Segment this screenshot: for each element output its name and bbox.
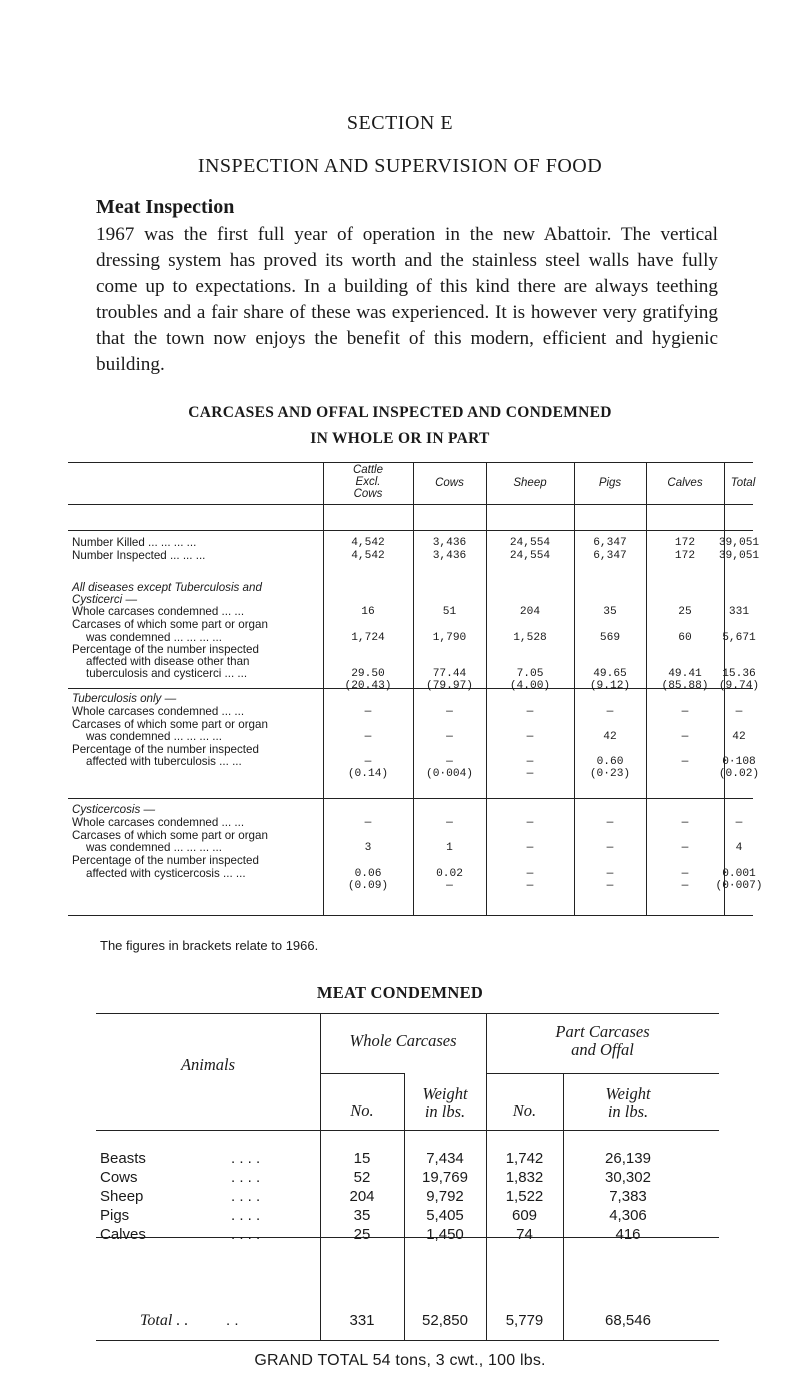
group-heading-cy: Cysticercosis — (72, 803, 156, 816)
group-heading-all-2: Cysticerci — (72, 593, 138, 606)
cell-inspected-2: 24,554 (509, 550, 551, 562)
cell-tb-part-5: 42 (732, 731, 746, 743)
row-whole-no: 15 (353, 1150, 371, 1167)
cell-tb-pct-3: 0.60 (596, 756, 624, 768)
row-part-weight: 4,306 (609, 1207, 647, 1224)
cell-all-pct-prev-5: (9.74) (718, 680, 760, 692)
cell-killed-2: 24,554 (509, 537, 551, 549)
cell-tb-pct-1: — (446, 756, 453, 768)
row-label-pct-3: tuberculosis and cysticerci ... ... (86, 667, 248, 680)
group-heading-all: All diseases except Tuberculosis and (72, 581, 262, 594)
col-header-sheep: Sheep (513, 477, 547, 489)
col-header-pigs: Pigs (598, 477, 622, 489)
total-dots: . . (226, 1312, 239, 1329)
table1-title-line1: CARCASES AND OFFAL INSPECTED AND CONDEMNED (188, 404, 612, 421)
row-dots: . . . . (231, 1226, 261, 1243)
cell-cy-pct-prev-5: (0·007) (715, 880, 763, 892)
cell-cy-whole-0: — (364, 817, 372, 829)
cell-all-pct-prev-4: (85.88) (661, 680, 709, 692)
cell-all-part-4: 60 (678, 632, 692, 644)
cell-cy-part-2: — (526, 842, 534, 854)
row-label-part-2: was condemned ... ... ... ... (86, 631, 222, 644)
cell-cy-pct-5: 0.001 (722, 868, 756, 880)
cell-cy-part-5: 4 (735, 842, 743, 854)
cell-all-whole-0: 16 (361, 606, 375, 618)
cell-tb-pct-2: — (526, 756, 534, 768)
cell-all-pct-4: 49.41 (668, 668, 702, 680)
cell-cy-pct-0: 0.06 (354, 868, 382, 880)
row-label-tb-pct-2: affected with tuberculosis ... ... (86, 755, 242, 768)
cell-tb-part-3: 42 (603, 731, 617, 743)
row-whole-weight: 5,405 (426, 1207, 464, 1224)
cell-cy-part-3: — (606, 842, 614, 854)
row-label-pct-2: affected with disease other than (86, 655, 250, 668)
cell-cy-whole-4: — (681, 817, 689, 829)
cell-killed-4: 172 (674, 537, 696, 549)
row-part-no: 1,832 (505, 1169, 544, 1186)
header-whole-carcases: Whole Carcases (349, 1031, 457, 1050)
cell-tb-whole-1: — (446, 706, 453, 718)
row-part-no: 74 (516, 1226, 533, 1243)
cell-tb-pct-prev-2: — (526, 768, 534, 780)
cell-all-pct-prev-1: (79.97) (426, 680, 473, 692)
cell-killed-1: 3,436 (432, 537, 467, 549)
cell-tb-whole-0: — (364, 706, 372, 718)
cell-tb-pct-5: 0·108 (722, 756, 756, 768)
row-part-weight: 30,302 (605, 1169, 651, 1186)
cell-all-pct-1: 77.44 (432, 668, 467, 680)
row-animal: Sheep (100, 1188, 144, 1205)
cell-tb-pct-prev-1: (0·004) (426, 768, 473, 780)
cell-all-whole-4: 25 (678, 606, 692, 618)
cell-all-part-0: 1,724 (351, 632, 385, 644)
total-part-weight: 68,546 (605, 1312, 651, 1329)
row-whole-no: 52 (353, 1169, 371, 1186)
cell-cy-pct-3: — (606, 868, 614, 880)
cell-cy-pct-1: 0.02 (436, 868, 463, 880)
cell-tb-part-1: — (446, 731, 453, 743)
cell-tb-pct-prev-5: (0.02) (718, 768, 760, 780)
cell-tb-whole-3: — (606, 706, 614, 718)
total-whole-no: 331 (349, 1312, 375, 1329)
row-label-tb-whole: Whole carcases condemned ... ... (72, 705, 245, 718)
cell-inspected-4: 172 (674, 550, 696, 562)
cell-cy-pct-4: — (681, 868, 689, 880)
col-header-cows: Cows (435, 477, 464, 489)
meat-condemned-table (96, 1013, 719, 1343)
row-part-weight: 416 (615, 1226, 641, 1243)
cell-cy-whole-1: — (446, 817, 453, 829)
cell-cy-whole-5: — (735, 817, 743, 829)
row-label-cy-pct-2: affected with cysticercosis ... ... (86, 867, 246, 880)
row-part-weight: 7,383 (609, 1188, 647, 1205)
cell-cy-whole-3: — (606, 817, 614, 829)
row-part-no: 609 (511, 1207, 538, 1224)
row-whole-no: 204 (349, 1188, 375, 1205)
row-label-tb-part-2: was condemned ... ... ... ... (86, 730, 222, 743)
cell-all-pct-2: 7.05 (516, 668, 544, 680)
col-header-cattle: Cattle Excl. Cows (352, 464, 384, 500)
cell-inspected-5: 39,051 (718, 550, 760, 562)
footnote: The figures in brackets relate to 1966. (100, 938, 319, 953)
cell-tb-pct-0: — (364, 756, 372, 768)
row-whole-weight: 9,792 (426, 1188, 464, 1205)
row-animal: Calves (100, 1226, 146, 1243)
total-label: Total . . (140, 1312, 189, 1329)
total-whole-weight: 52,850 (422, 1312, 468, 1329)
col-header-total: Total (730, 477, 756, 489)
header-part-no: No. (512, 1101, 537, 1120)
cell-all-pct-5: 15.36 (722, 668, 756, 680)
row-whole-no: 25 (353, 1226, 371, 1243)
row-whole-no: 35 (353, 1207, 371, 1224)
row-label-cy-part-1: Carcases of which some part or organ (72, 829, 268, 842)
cell-tb-part-0: — (364, 731, 372, 743)
row-part-weight: 26,139 (605, 1150, 651, 1167)
cell-all-whole-1: 51 (442, 606, 457, 618)
cell-tb-part-2: — (526, 731, 534, 743)
row-dots: . . . . (231, 1207, 261, 1224)
cell-cy-pct-2: — (526, 868, 534, 880)
section-heading: SECTION E (346, 112, 454, 134)
page-title: INSPECTION AND SUPERVISION OF FOOD (197, 155, 603, 177)
header-part-carcases: Part Carcases and Offal (555, 1022, 650, 1059)
cell-tb-pct-4: — (681, 756, 689, 768)
cell-cy-pct-prev-2: — (526, 880, 534, 892)
header-whole-no: No. (350, 1101, 374, 1120)
row-dots: . . . . (231, 1188, 261, 1205)
row-label-killed: Number Killed ... ... ... ... (72, 536, 197, 549)
cell-cy-part-4: — (681, 842, 689, 854)
grand-total: GRAND TOTAL 54 tons, 3 cwt., 100 lbs. (254, 1352, 546, 1369)
row-animal: Beasts (100, 1150, 146, 1167)
cell-killed-5: 39,051 (718, 537, 760, 549)
row-label-whole: Whole carcases condemned ... ... (72, 605, 245, 618)
cell-inspected-0: 4,542 (351, 550, 385, 562)
cell-tb-part-4: — (681, 731, 689, 743)
cell-all-pct-prev-2: (4.00) (509, 680, 551, 692)
cell-tb-pct-prev-0: (0.14) (347, 768, 389, 780)
row-label-tb-pct-1: Percentage of the number inspected (72, 743, 259, 756)
cell-inspected-3: 6,347 (593, 550, 627, 562)
row-part-no: 1,742 (505, 1150, 544, 1167)
cell-cy-pct-prev-3: — (606, 880, 614, 892)
cell-cy-pct-prev-1: — (446, 880, 453, 892)
cell-tb-whole-2: — (526, 706, 534, 718)
cell-all-part-2: 1,528 (513, 632, 547, 644)
row-whole-weight: 1,450 (426, 1226, 464, 1243)
row-label-tb-part-1: Carcases of which some part or organ (72, 718, 268, 731)
total-part-no: 5,779 (505, 1312, 544, 1329)
table1-title-line2: IN WHOLE OR IN PART (310, 430, 490, 447)
cell-tb-pct-prev-3: (0·23) (589, 768, 631, 780)
header-whole-weight: Weight in lbs. (422, 1084, 468, 1121)
cell-all-part-1: 1,790 (432, 632, 467, 644)
cell-cy-part-1: 1 (446, 842, 453, 854)
subheading: Meat Inspection (96, 196, 235, 218)
cell-tb-whole-4: — (681, 706, 689, 718)
cell-all-part-3: 569 (599, 632, 621, 644)
row-dots: . . . . (231, 1150, 261, 1167)
cell-cy-whole-2: — (526, 817, 534, 829)
group-heading-tb: Tuberculosis only — (72, 692, 177, 705)
row-animal: Pigs (100, 1207, 130, 1224)
cell-all-whole-5: 331 (728, 606, 750, 618)
row-dots: . . . . (231, 1169, 261, 1186)
cell-all-pct-prev-3: (9.12) (589, 680, 631, 692)
row-whole-weight: 7,434 (426, 1150, 464, 1167)
cell-killed-0: 4,542 (351, 537, 385, 549)
cell-killed-3: 6,347 (593, 537, 627, 549)
row-label-cy-part-2: was condemned ... ... ... ... (86, 841, 222, 854)
cell-all-whole-2: 204 (519, 606, 541, 618)
header-animals: Animals (180, 1055, 236, 1074)
row-animal: Cows (100, 1169, 138, 1186)
table2-title: MEAT CONDEMNED (316, 983, 484, 1002)
cell-cy-part-0: 3 (364, 842, 372, 854)
row-label-cy-pct-1: Percentage of the number inspected (72, 854, 259, 867)
cell-cy-pct-prev-0: (0.09) (347, 880, 389, 892)
cell-all-pct-prev-0: (20.43) (344, 680, 392, 692)
col-header-calves: Calves (667, 477, 703, 489)
cell-all-whole-3: 35 (603, 606, 617, 618)
row-label-cy-whole: Whole carcases condemned ... ... (72, 816, 245, 829)
cell-all-pct-3: 49.65 (593, 668, 627, 680)
cell-all-part-5: 5,671 (722, 632, 756, 644)
cell-inspected-1: 3,436 (432, 550, 467, 562)
cell-all-pct-0: 29.50 (351, 668, 385, 680)
row-label-part-1: Carcases of which some part or organ (72, 618, 268, 631)
row-whole-weight: 19,769 (422, 1169, 468, 1186)
row-label-pct-1: Percentage of the number inspected (72, 643, 259, 656)
row-part-no: 1,522 (505, 1188, 544, 1205)
header-part-weight: Weight in lbs. (605, 1084, 651, 1121)
intro-paragraph: 1967 was the first full year of operation in the new Abattoir. The vertical dressing system has proved its worth and the stainless steel walls have fully come up to expectations. In a building of this kind there are always teething troubles and a fair share of these was experienced. It is however very gratifying that the town now enjoys the benefit of this modern, efficient and hygienic building. (96, 224, 718, 375)
row-label-inspected: Number Inspected ... ... ... (72, 549, 206, 562)
carcases-table (68, 462, 763, 920)
cell-tb-whole-5: — (735, 706, 743, 718)
cell-cy-pct-prev-4: — (681, 880, 689, 892)
